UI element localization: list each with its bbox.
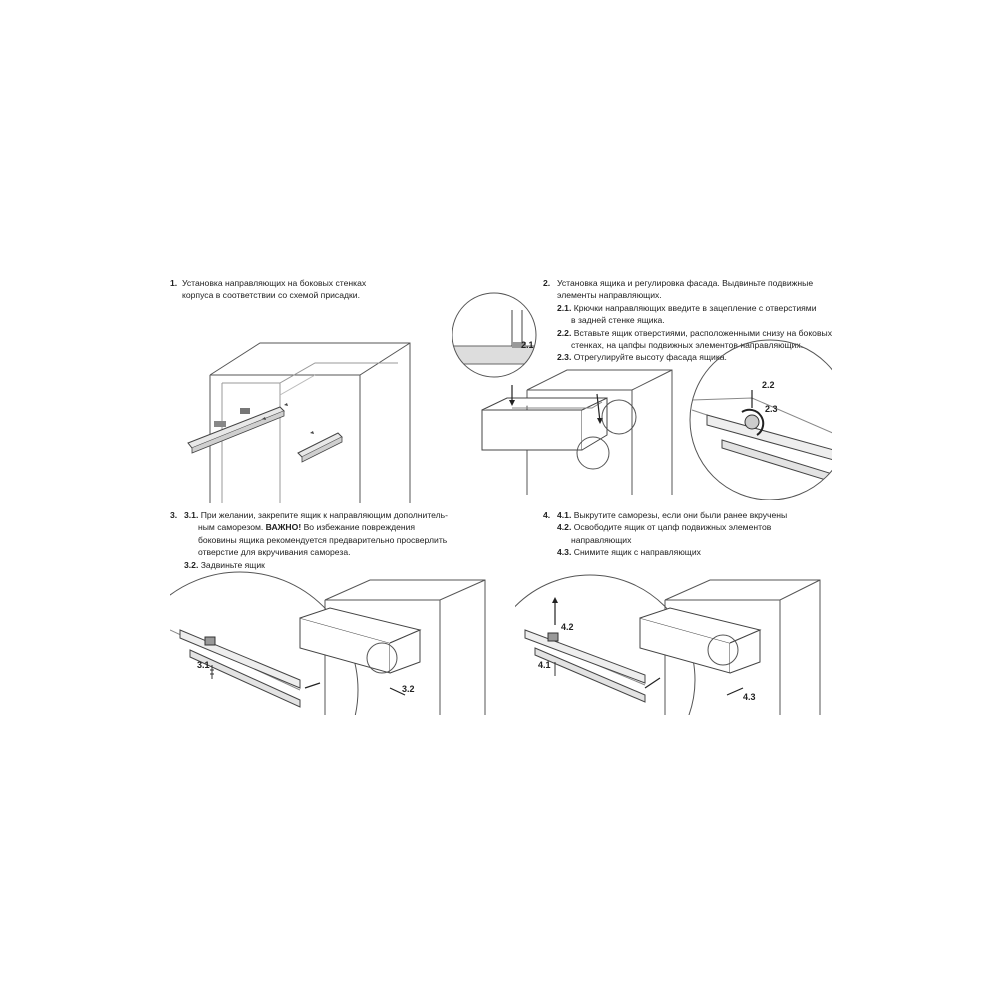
step-3-2-label: 3.2. xyxy=(184,559,199,570)
drawer xyxy=(482,398,607,450)
callout-4-1: 4.1 xyxy=(538,660,551,670)
step-4-2-line-1: Освободите ящик от цапф подвижных элементов xyxy=(573,522,772,533)
step-4-2-line-2: направляющих xyxy=(571,534,632,545)
step-1-line-2: корпуса в соответствии со схемой присадки. xyxy=(182,290,360,301)
step-2-2-line-2: стенках, на цапфы подвижных элементов направляющих. xyxy=(571,340,804,351)
step-1-line-1: Установка направляющих на боковых стенках xyxy=(182,278,367,288)
step-4-3-label: 4.3. xyxy=(557,547,572,558)
step-4-text xyxy=(543,509,787,559)
step-3-2-text: Задвиньте ящик xyxy=(200,559,265,570)
step-3-1-line-2: ным саморезом. ВАЖНО! Во избежание повреждения xyxy=(198,522,416,533)
step-4-2-label: 4.2. xyxy=(557,522,572,533)
drawer xyxy=(640,608,760,673)
step-3-1-label: 3.1. xyxy=(184,510,199,520)
step-2-1-line-1: Крючки направляющих введите в зацепление с отверстиями xyxy=(573,302,817,313)
step-1-text xyxy=(170,277,366,302)
step-2-1-line-2: в задней стенке ящика. xyxy=(571,315,665,326)
drawer xyxy=(300,608,420,673)
step-1-number: 1. xyxy=(170,278,178,288)
callout-2-1: 2.1 xyxy=(521,340,534,350)
callout-4-2: 4.2 xyxy=(561,622,574,632)
detail-circle-2-1 xyxy=(452,293,542,377)
figure-1-cabinet-rails xyxy=(170,335,420,505)
right-rail xyxy=(298,433,342,462)
callout-3-2: 3.2 xyxy=(402,684,415,694)
step-2-number: 2. xyxy=(543,278,551,288)
step-4-1-label: 4.1. xyxy=(557,510,572,520)
step-2-2-line-1: Вставьте ящик отверстиями, расположенными снизу на боковых xyxy=(573,327,833,338)
step-2-intro-2: элементы направляющих. xyxy=(557,290,662,301)
callout-2-2: 2.2 xyxy=(762,380,775,390)
step-2-1-label: 2.1. xyxy=(557,302,572,313)
callout-4-3: 4.3 xyxy=(743,692,756,702)
step-2-intro-1: Установка ящика и регулировка фасада. Выдвиньте подвижные xyxy=(557,278,814,288)
step-3-1-line-1: При желании, закрепите ящик к направляющим дополнитель- xyxy=(200,510,449,520)
figure-2-drawer-install xyxy=(452,290,832,500)
step-2-3-text: Отрегулируйте высоту фасада ящика. xyxy=(573,352,727,363)
step-3-number: 3. xyxy=(170,510,178,520)
step-4-1-text: Выкрутите саморезы, если они были ранее вкручены xyxy=(573,510,788,520)
step-3-1-line-4: отверстие для вкручивания самореза. xyxy=(198,547,351,558)
step-4-3-text: Снимите ящик с направляющих xyxy=(573,547,701,558)
step-3-text xyxy=(170,509,448,571)
figure-3-fix-drawer xyxy=(170,570,490,715)
step-3-1-line-3: боковины ящика рекомендуется предварительно просверлить xyxy=(198,534,448,545)
left-rail xyxy=(188,407,284,453)
step-2-2-label: 2.2. xyxy=(557,327,572,338)
step-4-number: 4. xyxy=(543,510,551,520)
figure-4-remove-drawer xyxy=(515,570,825,715)
step-2-3-label: 2.3. xyxy=(557,352,572,363)
callout-3-1: 3.1 xyxy=(197,660,210,670)
detail-circle-2-2-2-3 xyxy=(690,340,832,500)
callout-2-3: 2.3 xyxy=(765,404,778,414)
important-label: ВАЖНО! xyxy=(265,522,302,533)
